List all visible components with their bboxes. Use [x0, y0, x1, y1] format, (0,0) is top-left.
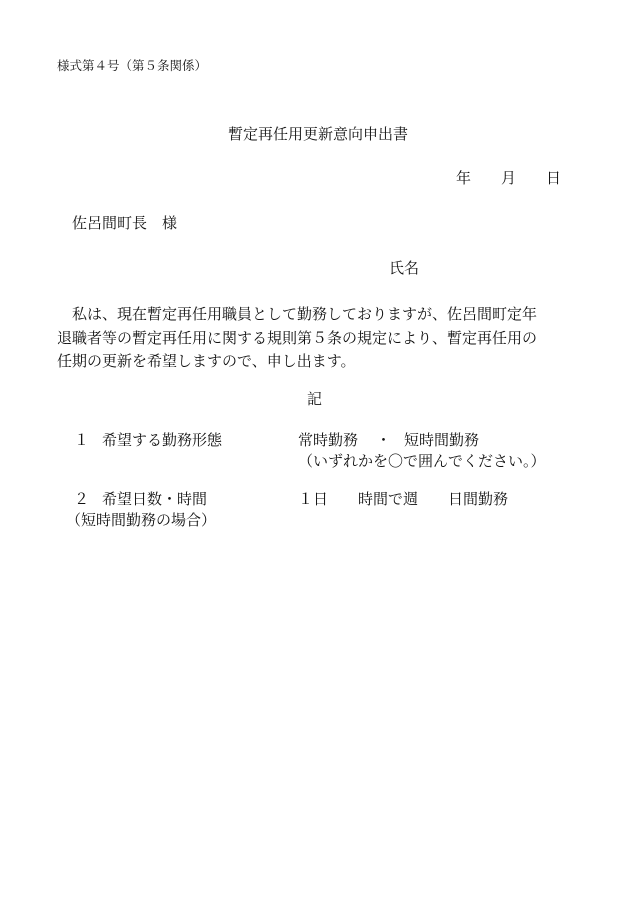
addressee: 佐呂間町長 様 [72, 214, 178, 232]
item2-note: （短時間勤務の場合） [66, 511, 217, 529]
item2-number: ２ [74, 490, 90, 508]
body-paragraph [57, 303, 557, 374]
document-title: 暫定再任用更新意向申出書 [228, 125, 409, 143]
item2-days-work: 日間勤務 [448, 490, 509, 508]
item1-option-short: 短時間勤務 [404, 431, 480, 449]
item1-note: （いずれかを〇で囲んでください。） [298, 452, 546, 470]
item2-hours-week: 時間で週 [358, 490, 419, 508]
item1-option-full: 常時勤務 [298, 431, 359, 449]
form-number: 様式第４号（第５条関係） [57, 58, 208, 73]
ki-label: 記 [307, 390, 323, 408]
date-day: 日 [546, 169, 562, 187]
body-line: 退職者等の暫定再任用に関する規則第５条の規定により、暫定再任用の [57, 328, 538, 347]
date-year: 年 [456, 169, 472, 187]
date-month: 月 [501, 169, 517, 187]
item2-label: 希望日数・時間 [102, 490, 208, 508]
item1-separator: ・ [376, 431, 392, 449]
signature-label: 氏名 [389, 259, 420, 277]
body-line: 私は、現在暫定再任用職員として勤務しておりますが、佐呂間町定年 [57, 305, 538, 323]
item2-day-unit: １日 [298, 490, 329, 508]
item1-label: 希望する勤務形態 [102, 431, 223, 449]
item1-number: １ [74, 431, 90, 449]
body-line: 任期の更新を希望しますので、申し出ます。 [57, 352, 356, 370]
